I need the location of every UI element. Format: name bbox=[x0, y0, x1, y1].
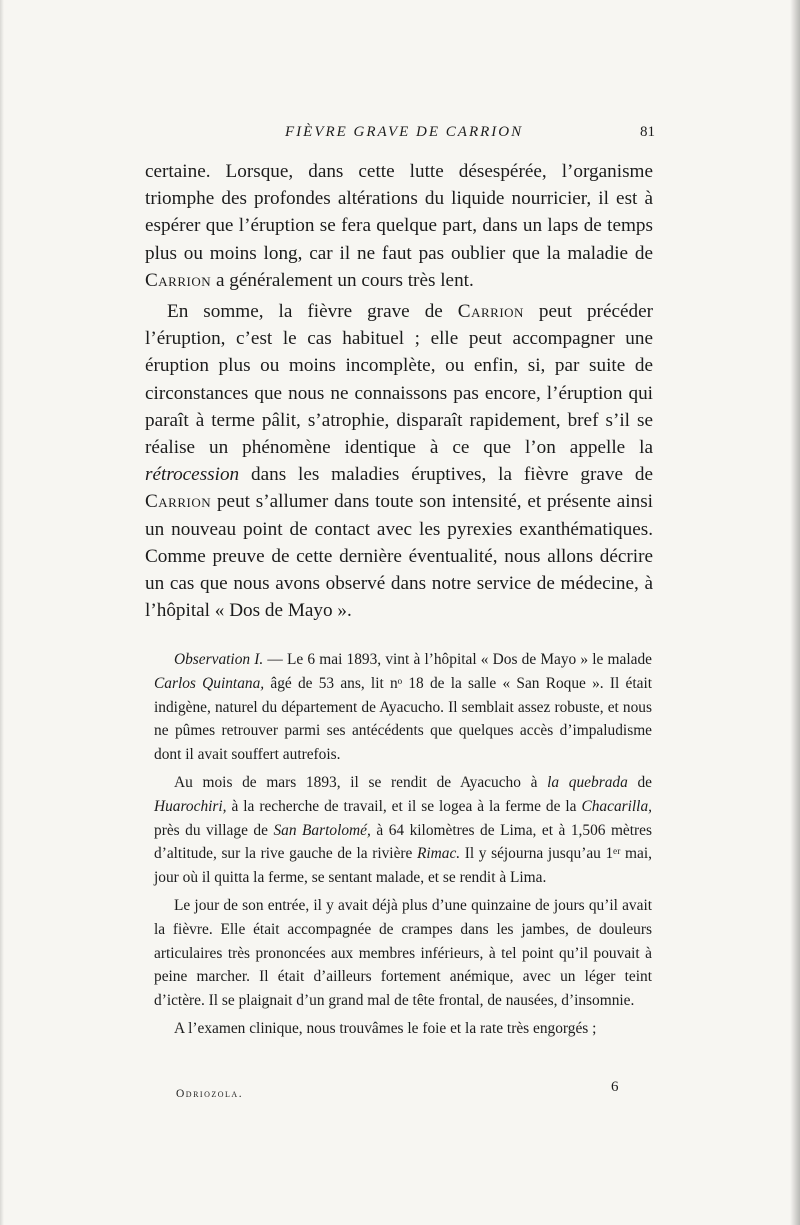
paragraph-2-text-c: dans les maladies éruptives, la fièvre grave de bbox=[239, 464, 653, 486]
place-name: Huarochiri, bbox=[154, 797, 227, 815]
observation-2-text-d: près du village de bbox=[154, 821, 274, 839]
page-number: 81 bbox=[640, 124, 655, 140]
running-title: FIÈVRE GRAVE DE CARRION bbox=[285, 124, 524, 140]
observation-paragraph-1 bbox=[154, 648, 652, 767]
observation-2-text-f: Il y séjourna jusqu’au 1ᵉʳ mai, jour où il quitta la ferme, se sentant malade, et se rendit à Lima. bbox=[154, 845, 652, 887]
observation-paragraph-3: Le jour de son entrée, il y avait déjà plus d’une quinzaine de jours qu’il avait la fièvre. Elle était accompagnée de crampes dans les jambes, de douleurs articulaires très prononcées aux membres inférieurs, à tel point qu’il pouvait à peine marcher. Il était d’ailleurs fortement anémique, avec un léger teint d’ictère. Il se plaignait d’un grand mal de tête frontal, de nausées, d’insomnie. bbox=[154, 896, 652, 1010]
observation-section bbox=[154, 648, 652, 1045]
paragraph-2 bbox=[145, 298, 653, 624]
observation-paragraph-2 bbox=[154, 771, 652, 890]
observation-title: Observation I. bbox=[174, 651, 264, 668]
place-name: la quebrada bbox=[547, 773, 628, 791]
place-name: Chacarilla, bbox=[581, 797, 652, 815]
paragraph-2-text-a: En somme, la fièvre grave de bbox=[167, 301, 458, 323]
author-name: Carrion bbox=[145, 491, 212, 513]
signature-mark: 6 bbox=[611, 1079, 619, 1095]
paragraph-2-text-d: peut s’allumer dans toute son intensité, et présente ainsi un nouveau point de contact avec les pyrexies exanthématiques. Comme preuve de cette dernière éventualité, nous allons décrire un cas que nous avons observé dans notre service de médecine, à l’hôpital « Dos de Mayo ». bbox=[145, 491, 653, 622]
observation-paragraph-4: A l’examen clinique, nous trouvâmes le foie et la rate très engorgés ; bbox=[174, 1019, 597, 1037]
observation-2-text-b: de bbox=[627, 773, 652, 791]
observation-1-text-b: âgé de 53 ans, lit nᵒ 18 de la salle « San Roque ». Il était indigène, naturel du département de Ayacucho. Il semblait assez robuste, et nous ne pûmes retrouver parmi ses antécédents que quelques accès d’impaludisme dont il avait souffert autrefois. bbox=[154, 674, 652, 764]
main-text bbox=[145, 158, 653, 624]
paragraph-1-end: a généralement un cours très lent. bbox=[211, 269, 474, 291]
paragraph-1-text: certaine. Lorsque, dans cette lutte désespérée, l’organisme triomphe des profondes altérations du liquide nourricier, il est à espérer que l’éruption se fera quelque part, dans un laps de temps plus ou moins long, car il ne faut pas oublier que la maladie de bbox=[145, 161, 653, 264]
observation-2-text-e: à 64 kilomètres de Lima, et à 1,506 mètres d’altitude, sur la rive gauche de la rivière bbox=[154, 821, 652, 863]
author-name: Carrion bbox=[457, 301, 524, 323]
paragraph-2-text-b: peut précéder l’éruption, c’est le cas habituel ; elle peut accompagner une éruption plus ou moins incomplète, ou enfin, si, par suite de circonstances que nous ne connaissons pas encore, l’éruption qui paraît à terme pâlit, s’atrophie, disparaît rapidement, bref s’il se réalise un phénomène identique à ce que l’on appelle la bbox=[145, 301, 653, 459]
page-left-edge bbox=[0, 0, 4, 1225]
page-right-edge bbox=[790, 0, 800, 1225]
place-name: San Bartolomé, bbox=[273, 821, 371, 839]
observation-1-text-a: — Le 6 mai 1893, vint à l’hôpital « Dos de Mayo » le malade bbox=[263, 651, 652, 668]
page-header bbox=[145, 124, 655, 148]
footer-author: Odriozola. bbox=[176, 1088, 244, 1100]
author-name: Carrion bbox=[145, 269, 212, 291]
patient-name: Carlos Quintana, bbox=[154, 674, 265, 692]
observation-2-text-a: Au mois de mars 1893, il se rendit de Ayacucho à bbox=[174, 773, 548, 791]
paragraph-1 bbox=[145, 158, 653, 294]
italic-term: rétrocession bbox=[145, 464, 240, 486]
place-name: Rimac. bbox=[416, 845, 461, 863]
observation-2-text-c: à la recherche de travail, et il se logea à la ferme de la bbox=[226, 797, 582, 815]
